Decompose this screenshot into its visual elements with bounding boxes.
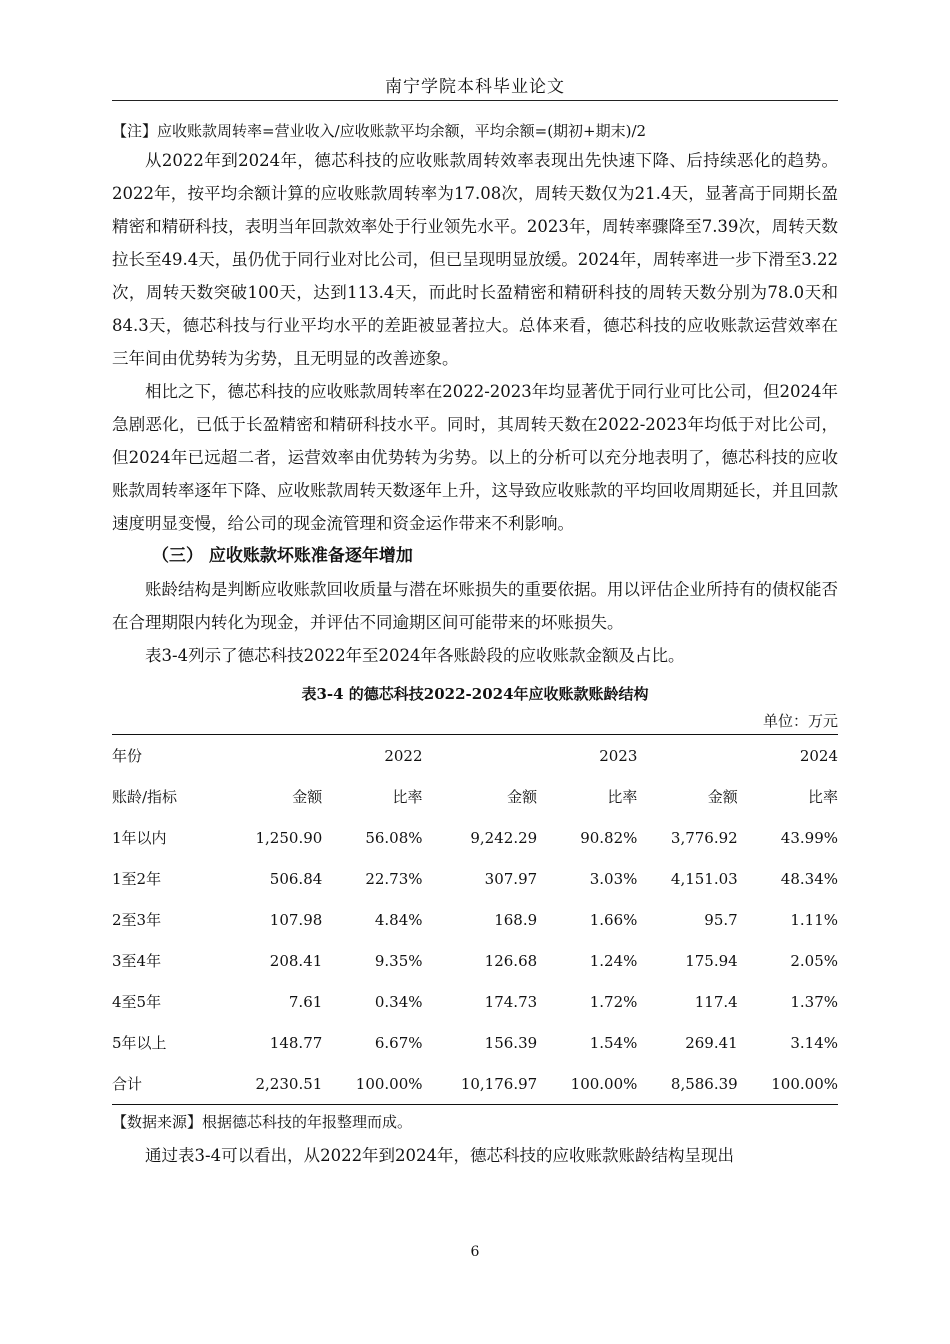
table-cell: 2023 [537,735,637,777]
row-label-cell: 2至3年 [112,911,162,929]
row-label-cell: 5年以上 [112,1034,167,1052]
table-cell: 3.14% [790,1033,838,1052]
table-row [112,858,838,899]
row-label-cell: 合计 [112,1063,222,1105]
table-cell: 100.00% [738,1063,838,1105]
row-label-cell: 账龄/指标 [112,788,178,806]
table-cell: 43.99% [780,828,838,847]
table-cell: 9.35% [374,951,423,970]
table-cell: 比率 [607,788,638,806]
table-cell: 22.73% [365,869,423,888]
table-cell: 1,250.90 [255,828,323,847]
table-row [112,981,838,1022]
table-cell [637,735,737,777]
table-cell: 6.67% [374,1033,423,1052]
table-cell: 1.37% [790,992,838,1011]
aging-table [112,734,838,1105]
table-cell: 100.00% [537,1063,637,1105]
section-heading: （三） 应收账款坏账准备逐年增加 [152,546,413,566]
header-rule [112,100,838,101]
paragraph-turnover-trend: 从2022年到2024年，德芯科技的应收账款周转效率表现出先快速下降、后持续恶化的趋势。2022年，按平均余额计算的应收账款周转率为17.08次，周转天数仅为21.4天，显著高于同期长盈精密和精研科技，表明当年回款效率处于行业领先水平。2023年，周转率骤降至7.39次，周转天数拉长至49.4天，虽仍优于同行业对比公司，但已呈现明显放缓。2024年，周转率进一步下滑至3.22次，周转天数突破100天，达到113.4天，而此时长盈精密和精研科技的周转天数分别为78.0天和84.3天，德芯科技与行业平均水平的差距被显著拉大。总体来看，德芯科技的应收账款运营效率在三年间由优势转为劣势，且无明显的改善迹象。 [112,151,838,368]
table-cell: 比率 [807,788,838,806]
table-cell: 4.84% [374,910,423,929]
table-cell: 90.82% [580,828,638,847]
table-cell: 1.66% [589,910,638,929]
table-cell: 金额 [707,788,738,806]
table-cell: 1.24% [589,951,638,970]
row-label-cell: 1年以内 [112,829,167,847]
table-cell: 269.41 [685,1033,738,1052]
table-cell: 10,176.97 [423,1063,538,1105]
table-cell: 1.72% [589,992,638,1011]
table-header-years [112,735,838,777]
table-cell: 2,230.51 [222,1063,322,1105]
table-cell: 2.05% [790,951,838,970]
table-cell: 2024 [738,735,838,777]
data-source-note: 【数据来源】根据德芯科技的年报整理而成。 [112,1113,413,1131]
table-cell: 7.61 [288,992,323,1011]
table-cell: 3,776.92 [670,828,738,847]
row-label-cell: 年份 [112,735,222,777]
table-cell: 1.11% [790,910,838,929]
paragraph-closing: 通过表3-4可以看出，从2022年到2024年，德芯科技的应收账款账龄结构呈现出 [145,1146,735,1165]
table-cell: 107.98 [269,910,323,929]
table-cell: 4,151.03 [670,869,738,888]
table-row [112,1022,838,1063]
paragraph-aging-intro: 账龄结构是判断应收账款回收质量与潜在坏账损失的重要依据。用以评估企业所持有的债权能否在合理期限内转化为现金，并评估不同逾期区间可能带来的坏账损失。 [112,580,838,632]
table-cell: 506.84 [269,869,323,888]
table-cell: 1.54% [589,1033,638,1052]
table-cell [423,735,538,777]
table-header-metrics [112,776,838,817]
table-cell: 比率 [392,788,423,806]
table-cell: 117.4 [694,992,738,1011]
table-caption: 表3-4 的德芯科技2022-2024年应收账款账龄结构 [301,685,649,703]
table-cell: 307.97 [484,869,538,888]
table-cell: 金额 [292,788,323,806]
row-label-cell: 1至2年 [112,870,162,888]
table-cell: 2022 [322,735,422,777]
table-row [112,899,838,940]
table-cell: 175.94 [685,951,738,970]
page-body [112,120,838,1172]
table-row [112,940,838,981]
paragraph-table-intro: 表3-4列示了德芯科技2022年至2024年各账龄段的应收账款金额及占比。 [145,646,685,665]
table-cell: 126.68 [484,951,538,970]
table-total-row [112,1063,838,1105]
table-cell: 56.08% [365,828,423,847]
table-cell: 208.41 [269,951,323,970]
table-row [112,817,838,858]
table-cell: 174.73 [484,992,538,1011]
table-cell: 100.00% [322,1063,422,1105]
table-cell: 9,242.29 [470,828,538,847]
table-cell: 156.39 [484,1033,538,1052]
row-label-cell: 4至5年 [112,993,162,1011]
running-header: 南宁学院本科毕业论文 [385,77,565,97]
table-cell: 95.7 [704,910,738,929]
formula-note: 【注】应收账款周转率=营业收入/应收账款平均余额，平均余额=(期初+期末)/2 [112,122,647,140]
table-cell: 0.34% [374,992,423,1011]
table-unit: 单位：万元 [762,712,838,730]
table-cell: 148.77 [269,1033,323,1052]
table-cell: 3.03% [589,869,638,888]
row-label-cell: 3至4年 [112,952,162,970]
paragraph-peer-comparison: 相比之下，德芯科技的应收账款周转率在2022-2023年均显著优于同行业可比公司，但2024年急剧恶化，已低于长盈精密和精研科技水平。同时，其周转天数在2022-2023年均低于对比公司，但2024年已远超二者，运营效率由优势转为劣势。以上的分析可以充分地表明了，德芯科技的应收账款周转率逐年下降、应收账款周转天数逐年上升，这导致应收账款的平均回收周期延长，并且回款速度明显变慢，给公司的现金流管理和资金运作带来不利影响。 [112,382,838,533]
table-cell: 168.9 [494,910,538,929]
table-cell [222,735,322,777]
table-cell: 金额 [507,788,538,806]
page-number: 6 [470,1244,480,1260]
table-cell: 48.34% [780,869,838,888]
table-cell: 8,586.39 [637,1063,737,1105]
